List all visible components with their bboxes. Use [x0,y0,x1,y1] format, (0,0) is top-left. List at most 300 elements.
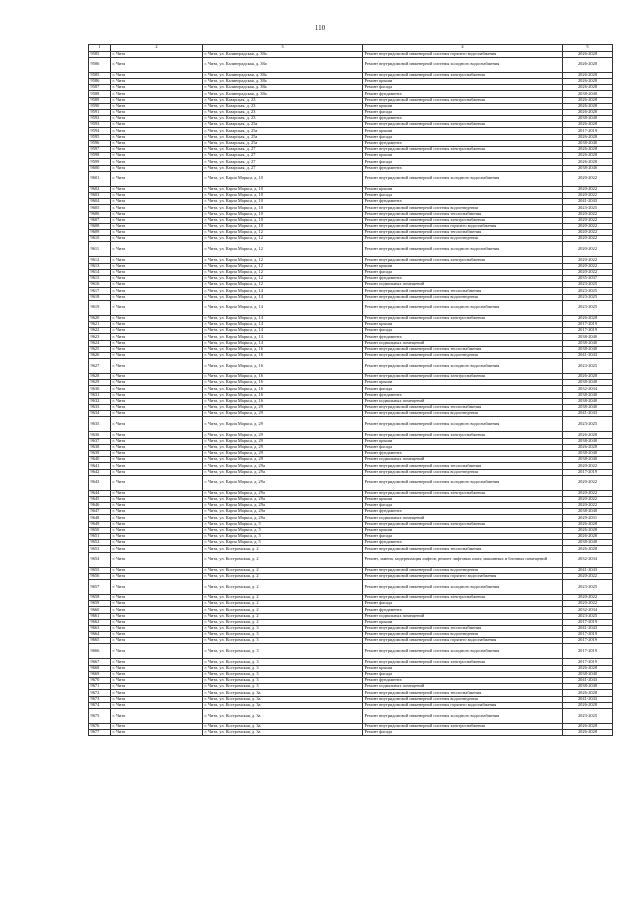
row-period: 2041-2043 [563,567,613,573]
row-period: 2038-2040 [563,450,613,456]
row-address: г. Чита, ул. Карла Маркса, д. 12 [203,263,363,269]
row-settlement: г. Чита [111,300,203,315]
row-settlement: г. Чита [111,521,203,527]
row-period: 2038-2040 [563,457,613,463]
row-work-type: Ремонт крыши [363,527,563,533]
row-settlement: г. Чита [111,509,203,515]
row-number: 9647 [89,509,111,515]
row-settlement: г. Чита [111,199,203,205]
row-period: 2026-2028 [563,723,613,729]
row-address: г. Чита, ул. Карла Маркса, д. 16 [203,398,363,404]
row-settlement: г. Чита [111,546,203,552]
row-work-type: Ремонт фасада [363,503,563,509]
row-settlement: г. Чита [111,217,203,223]
row-work-type: Ремонт внутридомовой инженерной системы электроснабжения [363,490,563,496]
row-number: 9600 [89,165,111,171]
row-number: 9658 [89,594,111,600]
row-number: 9624 [89,340,111,346]
table-row [89,300,613,315]
row-period: 2026-2028 [563,159,613,165]
row-number: 9645 [89,496,111,502]
row-address: г. Чита, ул. Карла Маркса, д. 10 [203,205,363,211]
row-period: 2026-2028 [563,521,613,527]
row-address: г. Чита, ул. Карла Маркса, д. 14 [203,328,363,334]
row-work-type: Ремонт подвальных помещений [363,340,563,346]
row-settlement: г. Чита [111,315,203,321]
row-address: г. Чита, ул. Костромская, д. 2 [203,619,363,625]
row-number: 9597 [89,147,111,153]
row-address: г. Чита, ул. Карла Маркса, д. 14 [203,315,363,321]
row-work-type: Ремонт внутридомовой инженерной системы теплоснабжения [363,625,563,631]
row-period: 2038-2040 [563,509,613,515]
row-address: г. Чита, ул. Казарская, д. 23 [203,97,363,103]
row-address: г. Чита, ул. Карла Маркса, д. 10 [203,223,363,229]
row-number: 9633 [89,405,111,411]
row-number: 9592 [89,116,111,122]
row-work-type: Ремонт внутридомовой инженерной системы электроснабжения [363,374,563,380]
row-number: 9629 [89,380,111,386]
row-address: г. Чита, ул. Калинградская, д. 38а [203,91,363,97]
row-settlement: г. Чита [111,552,203,567]
row-period: 2038-2040 [563,346,613,352]
row-address: г. Чита, ул. Казарская, д. 27 [203,147,363,153]
row-number: 9664 [89,632,111,638]
row-number: 9625 [89,346,111,352]
row-period: 2023-2025 [563,294,613,300]
row-period: 2026-2028 [563,534,613,540]
row-address: г. Чита, ул. Карла Маркса, д. 16 [203,392,363,398]
row-address: г. Чита, ул. Карла Маркса, д. 16 [203,346,363,352]
row-work-type: Ремонт внутридомовой инженерной системы холодного водоснабжения [363,171,563,186]
row-work-type: Ремонт фасада [363,730,563,736]
row-work-type: Ремонт фундамента [363,450,563,456]
row-settlement: г. Чита [111,97,203,103]
row-address: г. Чита, ул. Карла Маркса, д. 5 [203,540,363,546]
row-work-type: Ремонт крыши [363,153,563,159]
row-number: 9626 [89,352,111,358]
row-period: 2023-2025 [563,359,613,374]
row-address: г. Чита, ул. Костромская, д. 3 [203,644,363,659]
row-period: 2023-2025 [563,579,613,594]
row-settlement: г. Чита [111,386,203,392]
row-period: 2026-2028 [563,134,613,140]
row-settlement: г. Чита [111,579,203,594]
row-period: 2020-2022 [563,242,613,257]
row-address: г. Чита, ул. Костромская, д. 3а [203,690,363,696]
row-address: г. Чита, ул. Карла Маркса, д. 29а [203,503,363,509]
row-address: г. Чита, ул. Карла Маркса, д. 29а [203,515,363,521]
row-number: 9604 [89,199,111,205]
row-number: 9585 [89,51,111,57]
row-work-type: Ремонт фундамента [363,509,563,515]
row-address: г. Чита, ул. Карла Маркса, д. 12 [203,236,363,242]
row-work-type: Ремонт фундамента [363,276,563,282]
row-number: 9635 [89,417,111,432]
row-period: 2020-2022 [563,236,613,242]
row-settlement: г. Чита [111,346,203,352]
row-number: 9618 [89,294,111,300]
row-period: 2017-2019 [563,328,613,334]
row-period: 2026-2028 [563,147,613,153]
row-address: г. Чита, ул. Карла Маркса, д. 29 [203,438,363,444]
row-address: г. Чита, ул. Костромская, д. 3 [203,638,363,644]
row-address: г. Чита, ул. Костромская, д. 3 [203,684,363,690]
row-number: 9657 [89,579,111,594]
row-number: 9676 [89,723,111,729]
row-work-type: Ремонт внутридомовой инженерной системы горячего водоснабжения [363,702,563,708]
row-settlement: г. Чита [111,186,203,192]
row-address: г. Чита, ул. Карла Маркса, д. 16 [203,374,363,380]
row-work-type: Ремонт подвальных помещений [363,613,563,619]
row-settlement: г. Чита [111,57,203,72]
row-address: г. Чита, ул. Костромская, д. 2 [203,573,363,579]
row-number: 9648 [89,515,111,521]
row-settlement: г. Чита [111,432,203,438]
row-work-type: Ремонт внутридомовой инженерной системы водоотведения [363,567,563,573]
row-settlement: г. Чита [111,723,203,729]
row-number: 9656 [89,573,111,579]
row-period: 2038-2040 [563,405,613,411]
row-work-type: Ремонт внутридомовой инженерной системы водоотведения [363,411,563,417]
row-period: 2041-2043 [563,696,613,702]
row-settlement: г. Чита [111,153,203,159]
row-number: 9655 [89,567,111,573]
row-settlement: г. Чита [111,242,203,257]
row-work-type: Ремонт фасада [363,386,563,392]
row-settlement: г. Чита [111,359,203,374]
row-number: 9665 [89,638,111,644]
row-number: 9627 [89,359,111,374]
row-address: г. Чита, ул. Костромская, д. 3а [203,723,363,729]
row-address: г. Чита, ул. Карла Маркса, д. 12 [203,257,363,263]
row-address: г. Чита, ул. Казарская, д. 25а [203,122,363,128]
row-number: 9632 [89,398,111,404]
row-period: 2020-2022 [563,211,613,217]
row-number: 9671 [89,684,111,690]
table-row [89,730,613,736]
row-number: 9599 [89,159,111,165]
table-row [89,579,613,594]
row-period: 2038-2040 [563,165,613,171]
row-period: 2020-2022 [563,490,613,496]
row-settlement: г. Чита [111,450,203,456]
row-address: г. Чита, ул. Костромская, д. 2 [203,594,363,600]
row-settlement: г. Чита [111,192,203,198]
row-period: 2038-2040 [563,140,613,146]
row-address: г. Чита, ул. Карла Маркса, д. 14 [203,321,363,327]
row-address: г. Чита, ул. Карла Маркса, д. 10 [203,217,363,223]
row-period: 2020-2022 [563,496,613,502]
header-cell: 1 [89,45,111,52]
row-period: 2041-2043 [563,678,613,684]
row-period: 2020-2022 [563,257,613,263]
row-settlement: г. Чита [111,134,203,140]
row-period: 2029-2031 [563,515,613,521]
row-settlement: г. Чита [111,128,203,134]
row-period: 2020-2022 [563,594,613,600]
row-number: 9634 [89,411,111,417]
row-settlement: г. Чита [111,690,203,696]
row-settlement: г. Чита [111,671,203,677]
row-number: 9628 [89,374,111,380]
row-number: 9652 [89,540,111,546]
table-row [89,552,613,567]
row-number: 9654 [89,552,111,567]
row-settlement: г. Чита [111,702,203,708]
row-work-type: Ремонт крыши [363,321,563,327]
row-address: г. Чита, ул. Карла Маркса, д. 14 [203,334,363,340]
row-address: г. Чита, ул. Калинградская, д. 38а [203,85,363,91]
row-address: г. Чита, ул. Карла Маркса, д. 16 [203,359,363,374]
row-address: г. Чита, ул. Карла Маркса, д. 29а [203,490,363,496]
row-address: г. Чита, ул. Казарская, д. 27 [203,165,363,171]
row-number: 9670 [89,678,111,684]
row-settlement: г. Чита [111,411,203,417]
row-work-type: Ремонт фасада [363,159,563,165]
row-address: г. Чита, ул. Костромская, д. 3 [203,659,363,665]
row-period: 2026-2028 [563,78,613,84]
row-address: г. Чита, ул. Карла Маркса, д. 29 [203,417,363,432]
row-period: 2038-2040 [563,334,613,340]
row-settlement: г. Чита [111,51,203,57]
row-period: 2041-2043 [563,625,613,631]
row-address: г. Чита, ул. Костромская, д. 3 [203,665,363,671]
row-work-type: Ремонт внутридомовой инженерной системы электроснабжения [363,217,563,223]
row-number: 9668 [89,665,111,671]
row-work-type: Ремонт внутридомовой инженерной системы электроснабжения [363,72,563,78]
row-work-type: Ремонт крыши [363,128,563,134]
row-number: 9606 [89,211,111,217]
row-work-type: Ремонт внутридомовой инженерной системы теплоснабжения [363,546,563,552]
row-address: г. Чита, ул. Костромская, д. 2 [203,567,363,573]
row-address: г. Чита, ул. Калинградская, д. 38а [203,78,363,84]
row-period: 2017-2019 [563,321,613,327]
row-work-type: Ремонт внутридомовой инженерной системы водоотведения [363,632,563,638]
row-period: 2020-2022 [563,601,613,607]
row-settlement: г. Чита [111,475,203,490]
row-period: 2038-2040 [563,671,613,677]
row-settlement: г. Чита [111,211,203,217]
row-period: 2020-2022 [563,223,613,229]
row-settlement: г. Чита [111,85,203,91]
row-number: 9611 [89,242,111,257]
row-period: 2020-2022 [563,186,613,192]
row-number: 9594 [89,128,111,134]
row-settlement: г. Чита [111,122,203,128]
table-row [89,644,613,659]
row-settlement: г. Чита [111,638,203,644]
row-period: 2038-2040 [563,684,613,690]
row-address: г. Чита, ул. Карла Маркса, д. 10 [203,186,363,192]
row-number: 9636 [89,432,111,438]
row-address: г. Чита, ул. Карла Маркса, д. 29 [203,432,363,438]
row-period: 2020-2022 [563,217,613,223]
row-work-type: Ремонт внутридомовой инженерной системы электроснабжения [363,122,563,128]
row-settlement: г. Чита [111,644,203,659]
table-header-row [89,45,613,52]
row-number: 9666 [89,644,111,659]
row-period: 2023-2025 [563,417,613,432]
row-period: 2026-2028 [563,730,613,736]
row-address: г. Чита, ул. Калинградская, д. 38а [203,51,363,57]
row-work-type: Ремонт фундамента [363,392,563,398]
row-work-type: Ремонт фундамента [363,334,563,340]
row-period: 2026-2028 [563,122,613,128]
row-address: г. Чита, ул. Карла Маркса, д. 12 [203,269,363,275]
row-number: 9660 [89,607,111,613]
row-address: г. Чита, ул. Карла Маркса, д. 29а [203,509,363,515]
row-period: 2026-2028 [563,702,613,708]
row-settlement: г. Чита [111,282,203,288]
row-period: 2020-2022 [563,475,613,490]
row-period: 2026-2028 [563,374,613,380]
row-period: 2017-2019 [563,619,613,625]
row-settlement: г. Чита [111,665,203,671]
row-address: г. Чита, ул. Карла Маркса, д. 29 [203,457,363,463]
row-work-type: Ремонт внутридомовой инженерной системы холодного водоснабжения [363,57,563,72]
row-settlement: г. Чита [111,165,203,171]
row-number: 9616 [89,282,111,288]
row-work-type: Ремонт внутридомовой инженерной системы электроснабжения [363,97,563,103]
row-settlement: г. Чита [111,678,203,684]
row-address: г. Чита, ул. Карла Маркса, д. 5 [203,521,363,527]
row-work-type: Ремонт подвальных помещений [363,515,563,521]
row-period: 2023-2025 [563,282,613,288]
row-address: г. Чита, ул. Карла Маркса, д. 29 [203,444,363,450]
table-row [89,359,613,374]
row-settlement: г. Чита [111,328,203,334]
row-period: 2026-2028 [563,97,613,103]
capital-repair-table [88,44,613,736]
row-number: 9641 [89,463,111,469]
row-period: 2026-2028 [563,51,613,57]
row-number: 9609 [89,230,111,236]
row-settlement: г. Чита [111,684,203,690]
row-address: г. Чита, ул. Карла Маркса, д. 12 [203,230,363,236]
row-work-type: Ремонт внутридомовой инженерной системы водоотведения [363,352,563,358]
row-settlement: г. Чита [111,257,203,263]
row-settlement: г. Чита [111,730,203,736]
table-row [89,242,613,257]
row-settlement: г. Чита [111,103,203,109]
header-cell: 3 [203,45,363,52]
row-work-type: Ремонт крыши [363,496,563,502]
row-address: г. Чита, ул. Костромская, д. 3 [203,678,363,684]
row-number: 9644 [89,490,111,496]
row-settlement: г. Чита [111,496,203,502]
row-period: 2020-2022 [563,503,613,509]
row-work-type: Ремонт внутридомовой инженерной системы водоотведения [363,205,563,211]
row-address: г. Чита, ул. Казарская, д. 23 [203,109,363,115]
row-settlement: г. Чита [111,573,203,579]
row-address: г. Чита, ул. Казарская, д. 25а [203,140,363,146]
row-address: г. Чита, ул. Костромская, д. 3 [203,671,363,677]
row-number: 9677 [89,730,111,736]
row-settlement: г. Чита [111,625,203,631]
row-period: 2026-2028 [563,109,613,115]
row-settlement: г. Чита [111,294,203,300]
row-period: 2026-2028 [563,432,613,438]
row-work-type: Ремонт внутридомовой инженерной системы горячего водоснабжения [363,51,563,57]
row-work-type: Ремонт внутридомовой инженерной системы электроснабжения [363,315,563,321]
row-number: 9607 [89,217,111,223]
row-work-type: Ремонт внутридомовой инженерной системы холодного водоснабжения [363,300,563,315]
row-address: г. Чита, ул. Калинградская, д. 38а [203,72,363,78]
row-work-type: Ремонт внутридомовой инженерной системы холодного водоснабжения [363,708,563,723]
row-settlement: г. Чита [111,340,203,346]
row-period: 2023-2025 [563,288,613,294]
row-address: г. Чита, ул. Костромская, д. 3а [203,708,363,723]
row-period: 2041-2043 [563,352,613,358]
row-number: 9593 [89,122,111,128]
row-settlement: г. Чита [111,147,203,153]
row-address: г. Чита, ул. Карла Маркса, д. 29 [203,405,363,411]
page-number: 110 [314,24,326,32]
row-settlement: г. Чита [111,159,203,165]
row-settlement: г. Чита [111,619,203,625]
row-address: г. Чита, ул. Карла Маркса, д. 14 [203,340,363,346]
row-settlement: г. Чита [111,594,203,600]
row-address: г. Чита, ул. Карла Маркса, д. 5 [203,527,363,533]
row-address: г. Чита, ул. Карла Маркса, д. 16 [203,380,363,386]
row-work-type: Ремонт фундамента [363,140,563,146]
row-settlement: г. Чита [111,457,203,463]
row-period: 2017-2019 [563,469,613,475]
row-settlement: г. Чита [111,269,203,275]
row-period: 2026-2028 [563,527,613,533]
row-number: 9630 [89,386,111,392]
row-period: 2020-2022 [563,269,613,275]
row-settlement: г. Чита [111,140,203,146]
row-address: г. Чита, ул. Карла Маркса, д. 12 [203,276,363,282]
row-settlement: г. Чита [111,659,203,665]
row-settlement: г. Чита [111,405,203,411]
row-work-type: Ремонт крыши [363,380,563,386]
row-period: 2026-2028 [563,103,613,109]
row-period: 2038-2040 [563,392,613,398]
row-work-type: Ремонт фасада [363,601,563,607]
row-address: г. Чита, ул. Карла Маркса, д. 14 [203,294,363,300]
row-settlement: г. Чита [111,567,203,573]
row-number: 9621 [89,321,111,327]
row-period: 2023-2025 [563,613,613,619]
row-period: 2026-2028 [563,57,613,72]
row-address: г. Чита, ул. Костромская, д. 2 [203,552,363,567]
row-number: 9596 [89,140,111,146]
row-work-type: Ремонт крыши [363,186,563,192]
row-work-type: Ремонт внутридомовой инженерной системы электроснабжения [363,257,563,263]
row-number: 9646 [89,503,111,509]
row-settlement: г. Чита [111,613,203,619]
row-number: 9595 [89,134,111,140]
row-period: 2020-2022 [563,573,613,579]
row-work-type: Ремонт фасада [363,134,563,140]
row-work-type: Ремонт крыши [363,103,563,109]
row-number: 9673 [89,696,111,702]
row-period: 2020-2022 [563,263,613,269]
row-settlement: г. Чита [111,417,203,432]
row-period: 2038-2040 [563,340,613,346]
row-settlement: г. Чита [111,515,203,521]
row-period: 2026-2028 [563,444,613,450]
row-number: 9672 [89,690,111,696]
row-number: 9608 [89,223,111,229]
row-settlement: г. Чита [111,230,203,236]
row-settlement: г. Чита [111,380,203,386]
row-work-type: Ремонт подвальных помещений [363,398,563,404]
row-work-type: Ремонт внутридомовой инженерной системы холодного водоснабжения [363,417,563,432]
row-settlement: г. Чита [111,276,203,282]
